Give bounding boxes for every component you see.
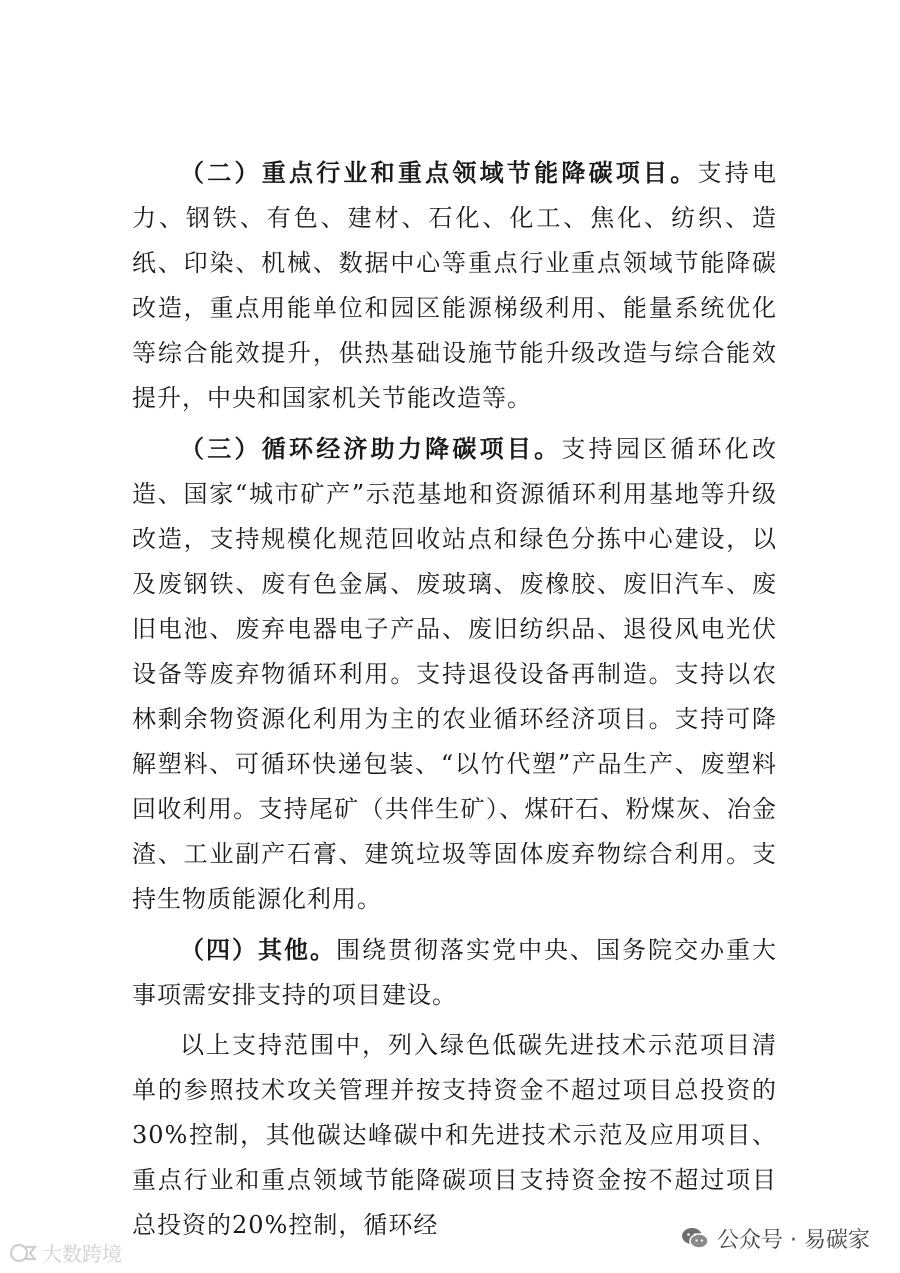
wechat-watermark: [681, 1218, 870, 1258]
paragraph-body: 支持电力、钢铁、有色、建材、石化、化工、焦化、纺织、造纸、印染、机械、数据中心等重点行业重点领域节能降碳改造，重点用能单位和园区能源梯级利用、能量系统优化等综合能效提升，供热基础设施节能升级改造与综合能效提升，中央和国家机关节能改造等。: [132, 159, 778, 412]
footer-logo-text: 大数跨境: [42, 1242, 122, 1266]
brand-logo-icon: [8, 1242, 38, 1264]
watermark-text: 公众号 · 易碳家: [717, 1227, 870, 1253]
paragraph-2: [132, 150, 777, 421]
paragraph-heading: （四）其他。: [180, 935, 336, 964]
paragraph-heading: （三）循环经济助力降碳项目。: [180, 434, 562, 463]
paragraph-body: 围绕贯彻落实党中央、国务院交办重大事项需安排支持的项目建设。: [132, 936, 777, 1009]
footer-logo: [8, 1238, 122, 1267]
paragraph-body: 支持园区循环化改造、国家“城市矿产”示范基地和资源循环利用基地等升级改造，支持规模化规范回收站点和绿色分拣中心建设，以及废钢铁、废有色金属、废玻璃、废橡胶、废旧汽车、废旧电池、废弃电器电子产品、废旧纺织品、退役风电光伏设备等废弃物循环利用。支持退役设备再制造。支持以农林剩余物资源化利用为主的农业循环经济项目。支持可降解塑料、可循环快递包装、“以竹代塑”产品生产、废塑料回收利用。支持尾矿（共伴生矿）、煤矸石、粉煤灰、冶金渣、工业副产石膏、建筑垃圾等固体废弃物综合利用。支持生物质能源化利用。: [132, 435, 778, 913]
paragraph-body: 以上支持范围中，列入绿色低碳先进技术示范项目清单的参照技术攻关管理并按支持资金不超过项目总投资的30%控制，其他碳达峰碳中和先进技术示范及应用项目、重点行业和重点领域节能降碳项目支持资金按不超过项目总投资的20%控制，循环经: [132, 1031, 777, 1239]
document-page: [132, 150, 777, 1248]
paragraph-summary: [132, 1023, 777, 1248]
paragraph-4: [132, 927, 777, 1018]
paragraph-3: [132, 426, 777, 922]
paragraph-heading: （二）重点行业和重点领域节能降碳项目。: [180, 158, 698, 187]
wechat-icon: [681, 1226, 709, 1250]
